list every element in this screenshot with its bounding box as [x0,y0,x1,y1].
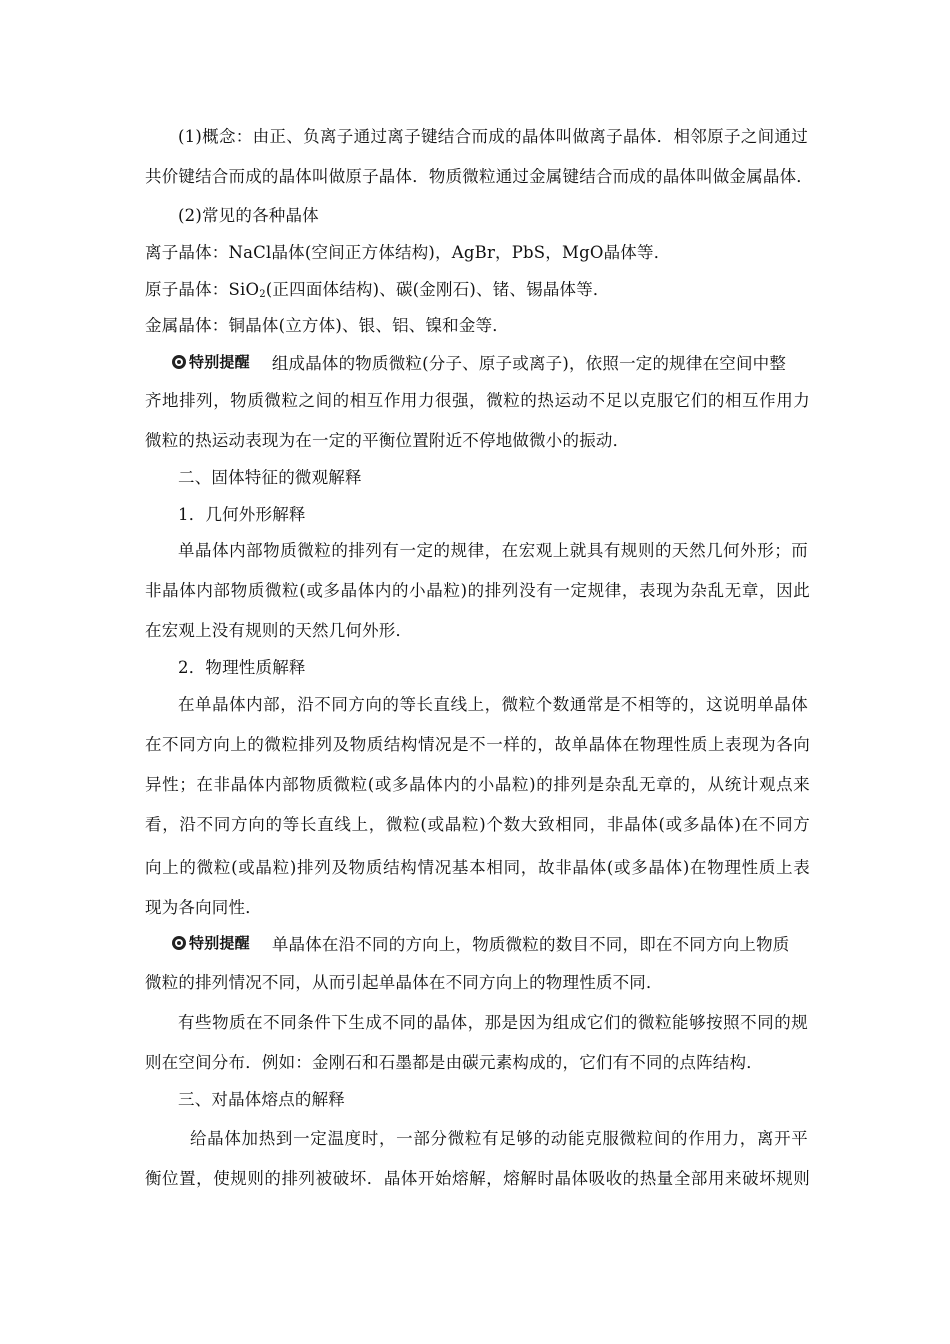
physical-line-4: 看，沿不同方向的等长直线上，微粒(或晶粒)个数大致相同，非晶体(或多晶体)在不同方 [145,815,810,834]
atomic-crystal-text-rest: (正四面体结构)、碳(金刚石)、锗、锡晶体等． [265,280,610,299]
tip2-line-2: 微粒的排列情况不同，从而引起单晶体在不同方向上的物理性质不同． [145,973,663,992]
polymorph-line-2: 则在空间分布．例如：金刚石和石墨都是由碳元素构成的，它们有不同的点阵结构． [145,1053,763,1072]
target-icon [172,936,186,950]
ionic-crystal-line: 离子晶体：NaCl晶体(空间正方体结构)，AgBr，PbS，MgO晶体等． [145,243,671,262]
tip-line-2: 齐地排列，物质微粒之间的相互作用力很强，微粒的热运动不足以克服它们的相互作用力 [145,391,810,410]
tip-text: 组成晶体的物质微粒(分子、原子或离子)，依照一定的规律在空间中整 [271,354,787,373]
physical-line-3: 异性；在非晶体内部物质微粒(或多晶体内的小晶粒)的排列是杂乱无章的，从统计观点来 [145,775,810,794]
section-heading-2: 二、固体特征的微观解释 [178,468,362,487]
common-crystals-heading: (2)常见的各种晶体 [178,206,319,225]
geometry-line-1: 单晶体内部物质微粒的排列有一定的规律，在宏观上就具有规则的天然几何外形；而 [178,541,808,560]
melting-line-1: 给晶体加热到一定温度时，一部分微粒有足够的动能克服微粒间的作用力，离开平 [190,1129,808,1148]
subheading-geometry: 1．几何外形解释 [178,505,306,524]
concept-line-2: 共价键结合而成的晶体叫做原子晶体．物质微粒通过金属键结合而成的晶体叫做金属晶体． [145,167,813,186]
tip-label: 特别提醒 [189,353,250,371]
metal-crystal-line: 金属晶体：铜晶体(立方体)、银、铝、镍和金等． [145,316,509,335]
geometry-line-3: 在宏观上没有规则的天然几何外形． [145,621,413,640]
subscript-2: 2 [259,289,266,300]
tip2-label: 特别提醒 [189,934,250,952]
tip-line-1 [172,351,808,375]
subheading-physical: 2．物理性质解释 [178,658,306,677]
melting-line-2: 衡位置，使规则的排列被破坏．晶体开始熔解，熔解时晶体吸收的热量全部用来破坏规则 [145,1169,810,1188]
tip2-text: 单晶体在沿不同的方向上，物质微粒的数目不同，即在不同方向上物质 [271,935,790,954]
section-heading-3: 三、对晶体熔点的解释 [178,1090,345,1109]
physical-line-5: 向上的微粒(或晶粒)排列及物质结构情况基本相同，故非晶体(或多晶体)在物理性质上表 [145,858,810,877]
tip-line-3: 微粒的热运动表现为在一定的平衡位置附近不停地做微小的振动． [145,431,630,450]
tip-badge [172,351,250,373]
polymorph-line-1: 有些物质在不同条件下生成不同的晶体，那是因为组成它们的微粒能够按照不同的规 [178,1013,808,1032]
target-icon [172,355,186,369]
atomic-crystal-text: 原子晶体：SiO [145,280,260,299]
geometry-line-2: 非晶体内部物质微粒(或多晶体内的小晶粒)的排列没有一定规律，表现为杂乱无章，因此 [145,581,810,600]
physical-line-1: 在单晶体内部，沿不同方向的等长直线上，微粒个数通常是不相等的，这说明单晶体 [178,695,808,714]
tip2-line-1 [172,932,808,956]
physical-line-2: 在不同方向上的微粒排列及物质结构情况是不一样的，故单晶体在物理性质上表现为各向 [145,735,810,754]
concept-line-1: (1)概念：由正、负离子通过离子键结合而成的晶体叫做离子晶体．相邻原子之间通过 [178,127,808,146]
physical-line-6: 现为各向同性． [145,898,262,917]
atomic-crystal-line [145,279,810,306]
tip2-badge [172,932,250,954]
